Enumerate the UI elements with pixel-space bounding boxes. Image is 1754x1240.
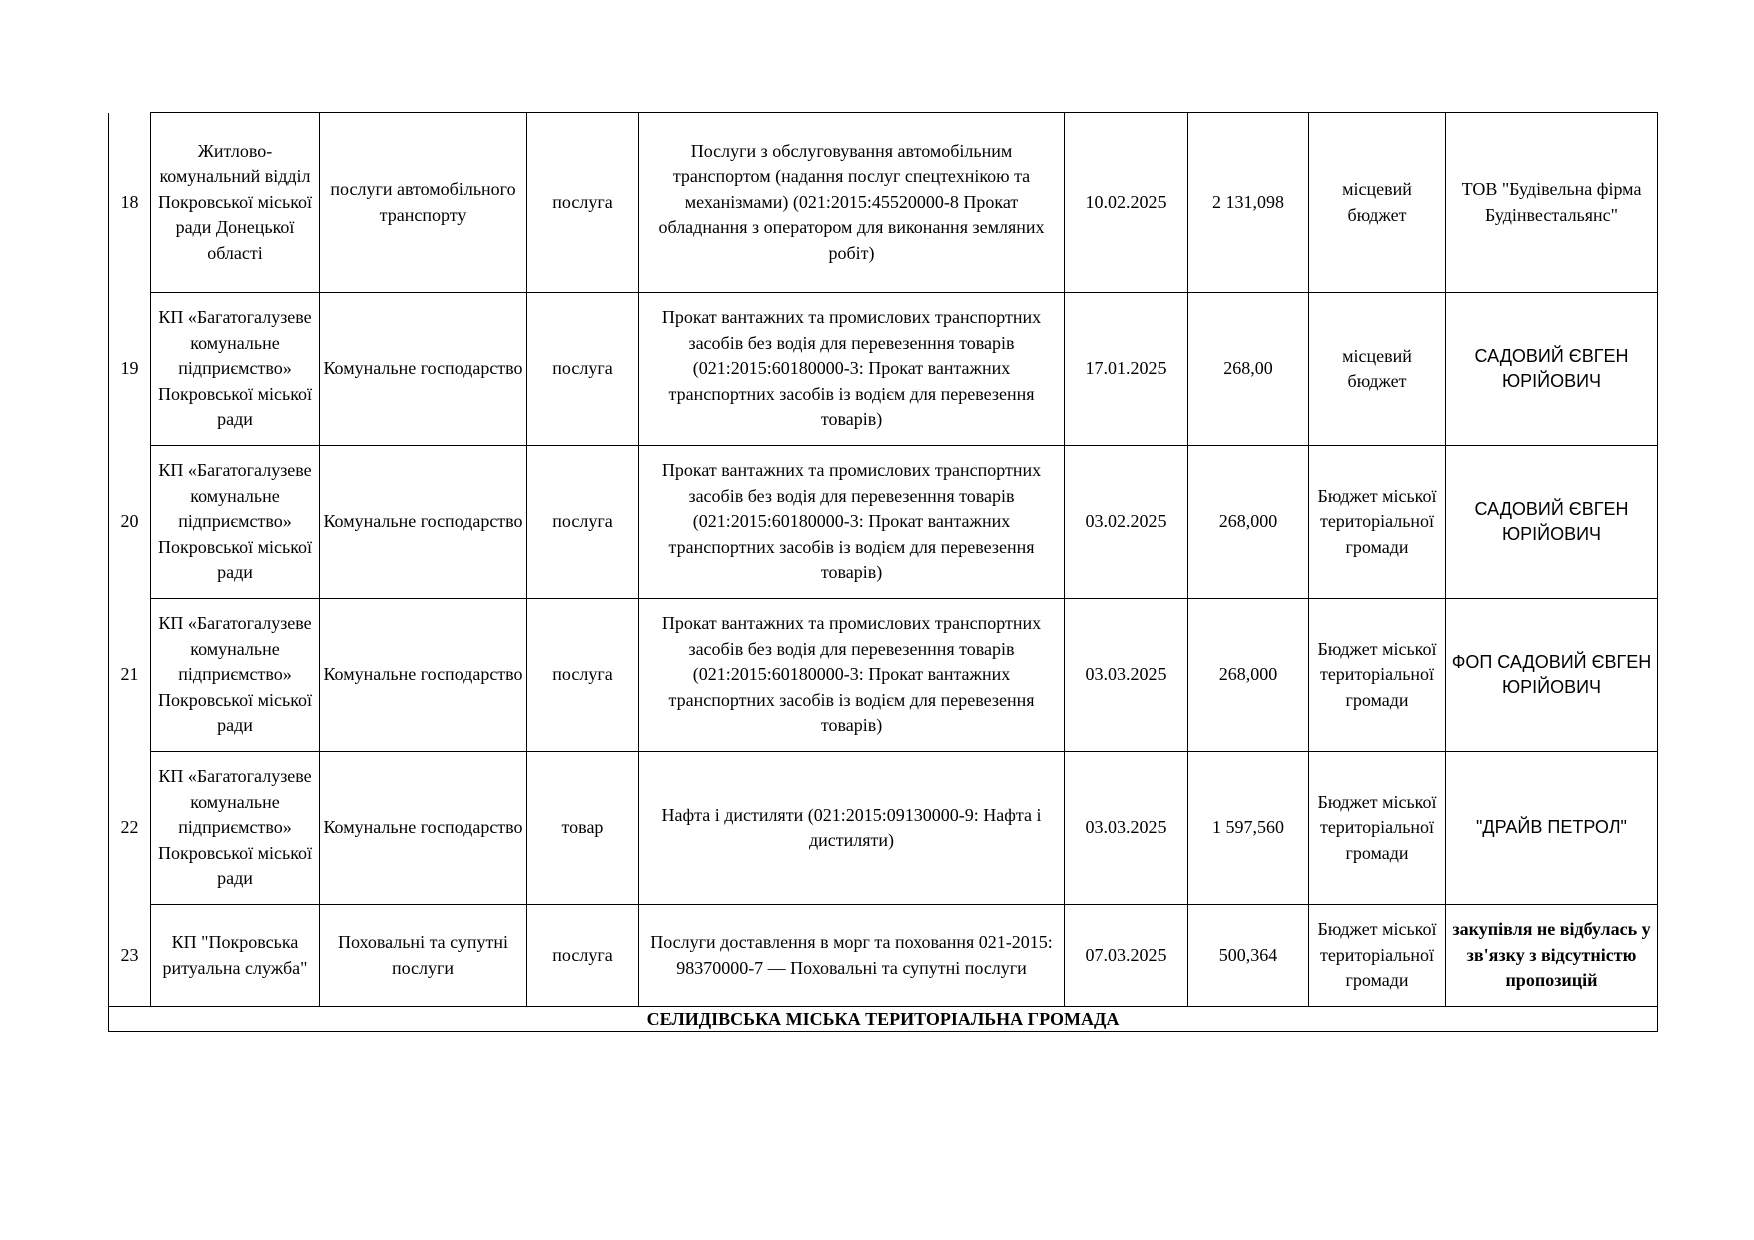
subject-cell: Послуги з обслуговування автомобільним транспортом (надання послуг спецтехнікою та механізмами) (021:2015:45520000-8 Прокат обладнання з оператором для виконання земляних робіт) <box>639 113 1065 293</box>
supplier-cell: закупівля не відбулась у зв'язку з відсутністю пропозицій <box>1446 905 1658 1007</box>
subject-cell: Нафта і дистиляти (021:2015:09130000-9: Нафта і дистиляти) <box>639 752 1065 905</box>
kind-cell: послуга <box>527 113 639 293</box>
sector-cell: Комунальне господарство <box>320 752 527 905</box>
amount-cell: 268,00 <box>1188 293 1309 446</box>
kind-cell: послуга <box>527 293 639 446</box>
amount-cell: 268,000 <box>1188 599 1309 752</box>
amount-cell: 2 131,098 <box>1188 113 1309 293</box>
amount-cell: 500,364 <box>1188 905 1309 1007</box>
subject-cell: Прокат вантажних та промислових транспортних засобів без водія для перевезенння товарів (021:2015:60180000-3: Прокат вантажних транспортних засобів із водієм для перевезення товарів) <box>639 446 1065 599</box>
row-number: 22 <box>109 752 151 905</box>
kind-cell: товар <box>527 752 639 905</box>
table-row <box>109 446 1658 599</box>
supplier-cell: САДОВИЙ ЄВГЕН ЮРІЙОВИЧ <box>1446 293 1658 446</box>
section-title: СЕЛИДІВСЬКА МІСЬКА ТЕРИТОРІАЛЬНА ГРОМАДА <box>109 1007 1658 1032</box>
budget-cell: місцевий бюджет <box>1309 113 1446 293</box>
row-number: 23 <box>109 905 151 1007</box>
procurement-table <box>108 112 1658 1032</box>
kind-cell: послуга <box>527 905 639 1007</box>
row-number: 18 <box>109 113 151 293</box>
kind-cell: послуга <box>527 599 639 752</box>
subject-cell: Прокат вантажних та промислових транспортних засобів без водія для перевезенння товарів (021:2015:60180000-3: Прокат вантажних транспортних засобів із водієм для перевезення товарів) <box>639 599 1065 752</box>
date-cell: 03.02.2025 <box>1065 446 1188 599</box>
customer-cell: КП «Багатогалузеве комунальне підприємство» Покровської міської ради <box>151 293 320 446</box>
supplier-cell: ТОВ "Будівельна фірма Будінвестальянс" <box>1446 113 1658 293</box>
sector-cell: Комунальне господарство <box>320 293 527 446</box>
date-cell: 10.02.2025 <box>1065 113 1188 293</box>
date-cell: 03.03.2025 <box>1065 599 1188 752</box>
row-number: 19 <box>109 293 151 446</box>
sector-cell: послуги автомобільного транспорту <box>320 113 527 293</box>
budget-cell: Бюджет міської територіальної громади <box>1309 905 1446 1007</box>
budget-cell: місцевий бюджет <box>1309 293 1446 446</box>
table-row <box>109 599 1658 752</box>
customer-cell: КП "Покровська ритуальна служба" <box>151 905 320 1007</box>
subject-cell: Прокат вантажних та промислових транспортних засобів без водія для перевезенння товарів (021:2015:60180000-3: Прокат вантажних транспортних засобів із водієм для перевезення товарів) <box>639 293 1065 446</box>
supplier-cell: "ДРАЙВ ПЕТРОЛ" <box>1446 752 1658 905</box>
table-row <box>109 752 1658 905</box>
subject-cell: Послуги доставлення в морг та поховання 021-2015: 98370000-7 — Поховальні та супутні послуги <box>639 905 1065 1007</box>
section-header-row <box>109 1007 1658 1032</box>
table-row <box>109 905 1658 1007</box>
amount-cell: 1 597,560 <box>1188 752 1309 905</box>
supplier-cell: ФОП САДОВИЙ ЄВГЕН ЮРІЙОВИЧ <box>1446 599 1658 752</box>
sector-cell: Комунальне господарство <box>320 599 527 752</box>
table-row <box>109 293 1658 446</box>
budget-cell: Бюджет міської територіальної громади <box>1309 446 1446 599</box>
customer-cell: КП «Багатогалузеве комунальне підприємство» Покровської міської ради <box>151 446 320 599</box>
supplier-cell: САДОВИЙ ЄВГЕН ЮРІЙОВИЧ <box>1446 446 1658 599</box>
row-number: 20 <box>109 446 151 599</box>
budget-cell: Бюджет міської територіальної громади <box>1309 599 1446 752</box>
date-cell: 07.03.2025 <box>1065 905 1188 1007</box>
budget-cell: Бюджет міської територіальної громади <box>1309 752 1446 905</box>
sector-cell: Комунальне господарство <box>320 446 527 599</box>
table-row <box>109 113 1658 293</box>
date-cell: 17.01.2025 <box>1065 293 1188 446</box>
row-number: 21 <box>109 599 151 752</box>
customer-cell: КП «Багатогалузеве комунальне підприємство» Покровської міської ради <box>151 752 320 905</box>
amount-cell: 268,000 <box>1188 446 1309 599</box>
kind-cell: послуга <box>527 446 639 599</box>
date-cell: 03.03.2025 <box>1065 752 1188 905</box>
sector-cell: Поховальні та супутні послуги <box>320 905 527 1007</box>
customer-cell: Житлово-комунальний відділ Покровської міської ради Донецької області <box>151 113 320 293</box>
customer-cell: КП «Багатогалузеве комунальне підприємство» Покровської міської ради <box>151 599 320 752</box>
